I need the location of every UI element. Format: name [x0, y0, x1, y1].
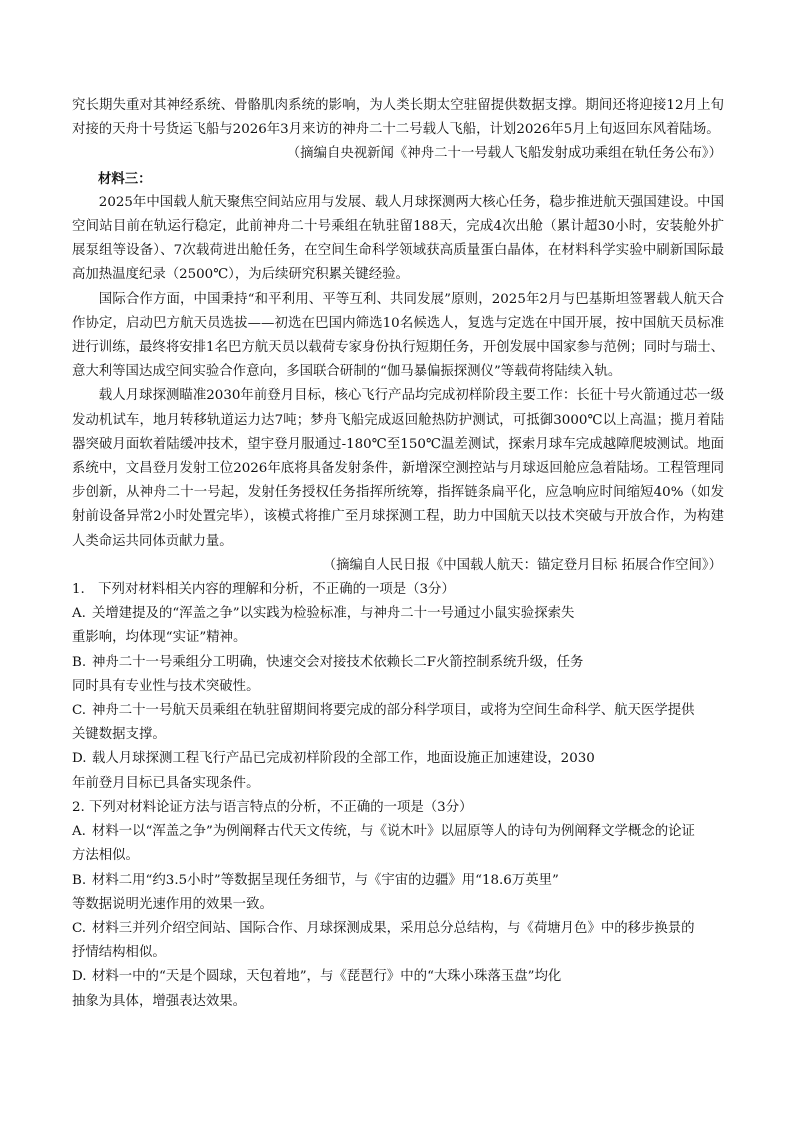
option-text-continued: 年前登月目标已具备实现条件。: [72, 775, 260, 791]
question-stem: 2. 下列对材料论证方法与语言特点的分析，不正确的一项是（3分）: [72, 799, 473, 815]
option-text: 关增建提及的“浑盖之争”以实践为检验标准，与神舟二十一号通过小鼠实验探索失: [92, 606, 575, 622]
option-a[interactable]: [72, 820, 724, 868]
option-letter: D.: [72, 969, 87, 985]
material3-source: （摘编自人民日报《中国载人航天：锚定登月目标 拓展合作空间》）: [322, 557, 722, 573]
option-d[interactable]: [72, 965, 724, 1013]
option-text: 神舟二十一号航天员乘组在轨驻留期间将要完成的部分科学项目，或将为空间生命科学、航天医学提供: [92, 703, 695, 719]
option-letter: C.: [72, 920, 87, 936]
option-text: 材料一中的“天是个圆球，天包着地”，与《琵琶行》中的“大珠小珠落玉盘”均化: [92, 969, 562, 985]
option-text: 材料一以“浑盖之争”为例阐释古代天文传统，与《说木叶》以屈原等人的诗句为例阐释文学概念的论证: [92, 824, 695, 840]
option-text: 材料二用“约3.5小时”等数据呈现任务细节，与《宇宙的边疆》用“18.6万英里”: [92, 872, 559, 888]
option-letter: A.: [72, 824, 86, 840]
option-text-continued: 同时具有专业性与技术突破性。: [72, 678, 260, 694]
option-b[interactable]: [72, 651, 724, 699]
question-1: [72, 578, 724, 796]
option-b[interactable]: [72, 869, 724, 917]
material3-paragraph-2: 国际合作方面，中国秉持“和平利用、平等互利、共同发展”原则，2025年2月与巴基斯坦签署载人航天合作协定，启动巴方航天员选拔——初选在巴国内筛选10名候选人，复选与定选在中国开展，按中国航天员标准进行训练，最终将安排1名巴方航天员以载荷专家身份执行短期任务，开创发展中国家参与范例；同时与瑞士、意大利等国达成空间实验合作意向，多国联合研制的“伽马暴偏振探测仪”等载荷将陆续入轨。: [72, 291, 724, 380]
option-text: 材料三并列介绍空间站、国际合作、月球探测成果，采用总分总结构，与《荷塘月色》中的移步换景的: [92, 920, 695, 936]
material2-source: （摘编自央视新闻《神舟二十一号载人飞船发射成功乘组在轨任务公布》）: [286, 146, 722, 162]
question-2: [72, 796, 724, 1014]
option-a[interactable]: [72, 602, 724, 650]
option-letter: A.: [72, 606, 86, 622]
option-text-continued: 方法相似。: [72, 848, 139, 864]
option-letter: B.: [72, 654, 87, 670]
option-text-continued: 重影响，均体现“实证”精神。: [72, 630, 247, 646]
option-c[interactable]: [72, 699, 724, 747]
option-text: 神舟二十一号乘组分工明确，快速交会对接技术依赖长二F火箭控制系统升级，任务: [92, 654, 584, 670]
material3-paragraph-3: 载人月球探测瞄准2030年前登月目标，核心飞行产品均完成初样阶段主要工作：长征十号火箭通过芯一级发动机试车，地月转移轨道运力达7吨；梦舟飞船完成返回舱热防护测试，可抵御3000℃以上高温；揽月着陆器突破月面软着陆缓冲技术，望宇登月服通过-180℃至150℃温差测试，探索月球车完成越障爬坡测试。地面系统中，文昌登月发射工位2026年底将具备发射条件，新增深空测控站与月球返回舱应急着陆场。工程管理同步创新，从神舟二十一号起，发射任务授权任务指挥所统筹，指挥链条扁平化，应急响应时间缩短40%（如发射前设备异常2小时处置完毕），该模式将推广至月球探测工程，助力中国航天以技术突破与开放合作，为构建人类命运共同体贡献力量。: [72, 388, 724, 549]
option-text-continued: 关键数据支撑。: [72, 727, 166, 743]
material2-tail-paragraph: 究长期失重对其神经系统、骨骼肌肉系统的影响，为人类长期太空驻留提供数据支撑。期间还将迎接12月上旬对接的天舟十号货运飞船与2026年3月来访的神舟二十二号载人飞船，计划2026年5月上旬返回东风着陆场。: [72, 98, 724, 138]
option-text: 载人月球探测工程飞行产品已完成初样阶段的全部工作，地面设施正加速建设，2030: [92, 751, 595, 767]
option-letter: D.: [72, 751, 87, 767]
option-c[interactable]: [72, 917, 724, 965]
question-stem: 1. 下列对材料相关内容的理解和分析，不正确的一项是（3分）: [72, 582, 455, 598]
material3-label: 材料三：: [98, 170, 152, 187]
option-text-continued: 等数据说明光速作用的效果一致。: [72, 896, 273, 912]
option-text-continued: 抽象为具体，增强表达效果。: [72, 993, 247, 1009]
option-d[interactable]: [72, 747, 724, 795]
exam-page: [72, 94, 724, 1014]
option-letter: B.: [72, 872, 87, 888]
material3-paragraph-1: 2025年中国载人航天聚焦空间站应用与发展、载人月球探测两大核心任务，稳步推进航天强国建设。中国空间站目前在轨运行稳定，此前神舟二十号乘组在轨驻留188天，完成4次出舱（累计超30小时，安装舱外扩展泵组等设备）、7次载荷进出舱任务，在空间生命科学领域获高质量蛋白晶体，在材料科学实验中刷新国际最高加热温度纪录（2500℃），为后续研究积累关键经验。: [72, 194, 724, 283]
option-letter: C.: [72, 703, 87, 719]
option-text-continued: 抒情结构相似。: [72, 945, 166, 961]
